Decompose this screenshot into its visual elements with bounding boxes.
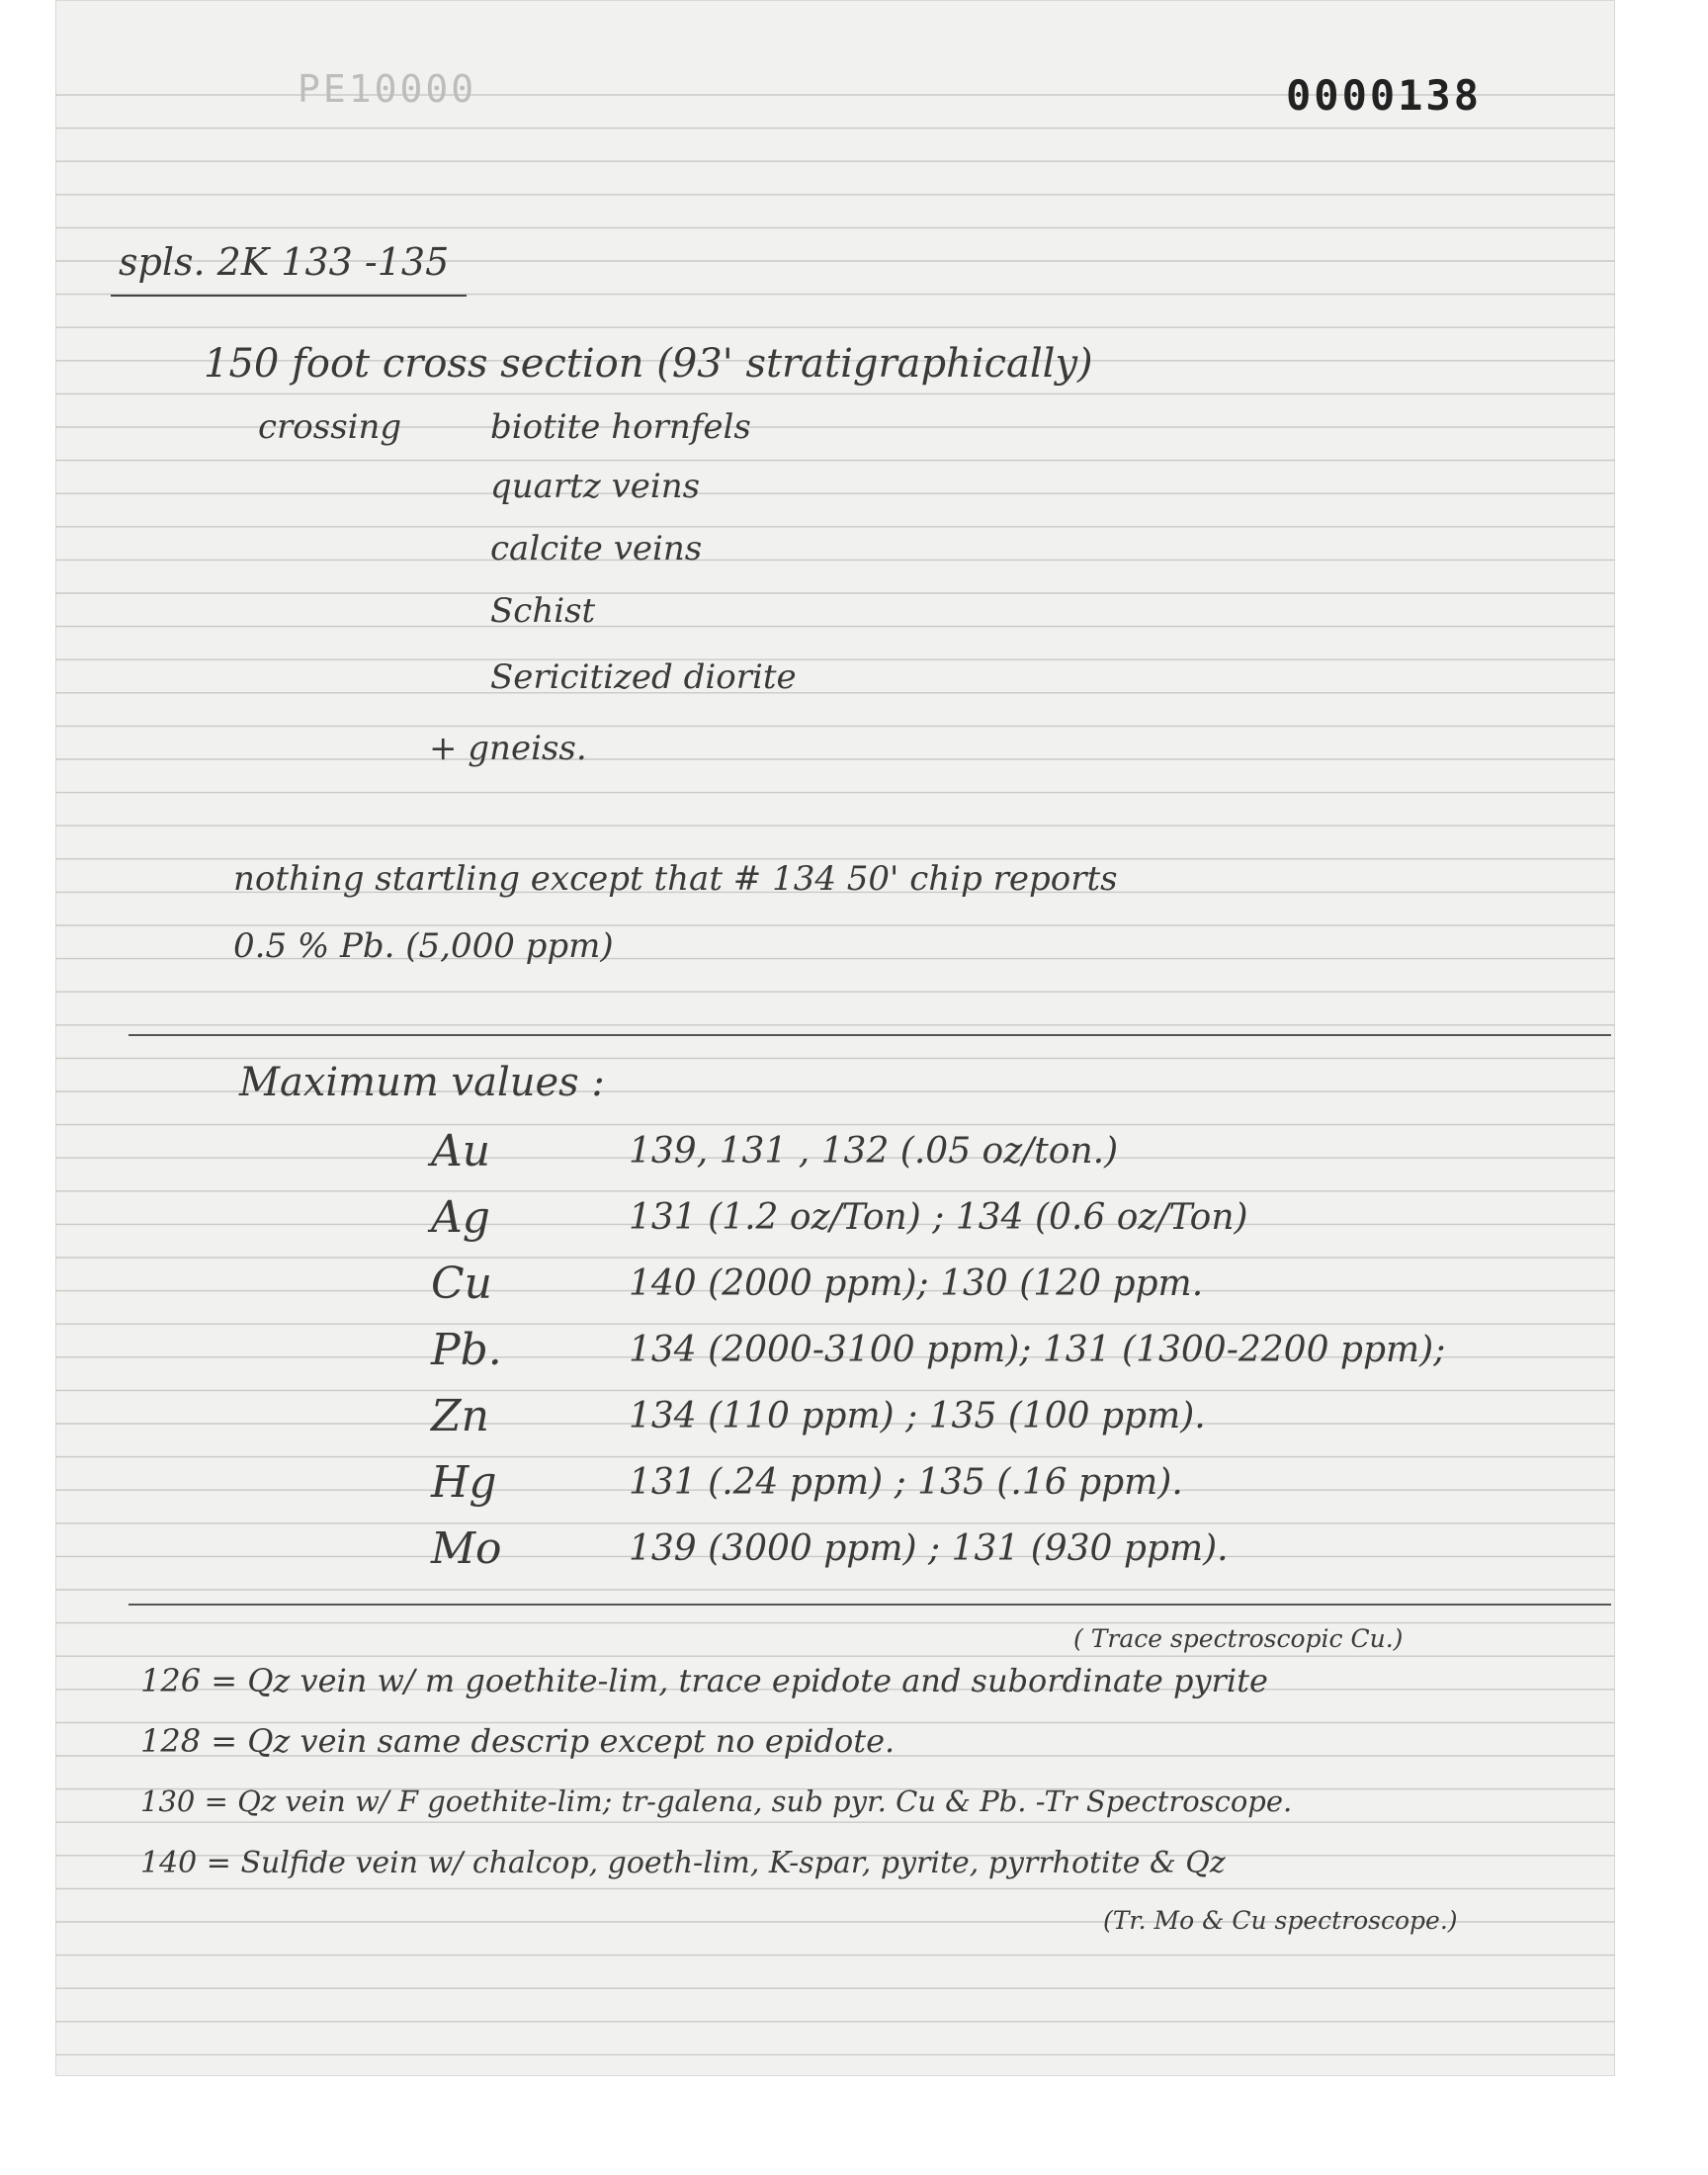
element-values: 131 (.24 ppm) ; 135 (.16 ppm).	[629, 1462, 1183, 1503]
element-values: 134 (110 ppm) ; 135 (100 ppm).	[629, 1396, 1206, 1436]
element-values: 134 (2000-3100 ppm); 131 (1300-2200 ppm);	[629, 1330, 1446, 1370]
element-values: 139, 131 , 132 (.05 oz/ton.)	[629, 1131, 1119, 1172]
element-symbol: Pb.	[431, 1325, 502, 1375]
element-values: 131 (1.2 oz/Ton) ; 134 (0.6 oz/Ton)	[629, 1197, 1248, 1238]
note-line: 126 = Qz vein w/ m goethite-lim, trace epidote and subordinate pyrite	[140, 1662, 1268, 1699]
element-symbol: Zn	[431, 1391, 489, 1441]
element-symbol: Ag	[431, 1192, 490, 1243]
note-annotation: (Tr. Mo & Cu spectroscope.)	[1103, 1906, 1458, 1935]
faint-stamp: PE10000	[298, 67, 477, 111]
max-values-heading: Maximum values :	[239, 1060, 605, 1105]
section-divider	[128, 1034, 1611, 1036]
note-line: 130 = Qz vein w/ F goethite-lim; tr-galena, sub pyr. Cu & Pb. -Tr Spectroscope.	[140, 1784, 1293, 1818]
element-symbol: Cu	[431, 1259, 493, 1309]
rock-item: calcite veins	[490, 529, 703, 568]
note-annotation: ( Trace spectroscopic Cu.)	[1073, 1624, 1404, 1653]
notebook-page	[55, 0, 1615, 2076]
element-values: 140 (2000 ppm); 130 (120 ppm.	[629, 1263, 1204, 1304]
section-description: 150 foot cross section (93' stratigraphically)	[204, 341, 1093, 387]
note-line: 140 = Sulfide vein w/ chalcop, goeth-lim, K-spar, pyrite, pyrrhotite & Qz	[140, 1846, 1226, 1880]
ruled-lines	[55, 0, 1615, 2076]
observation-line: nothing startling except that # 134 50' chip reports	[233, 859, 1118, 899]
rock-item: + gneiss.	[429, 729, 587, 768]
crossing-label: crossing	[258, 407, 402, 447]
samples-heading: spls. 2K 133 -135	[119, 240, 450, 284]
note-line: 128 = Qz vein same descrip except no epidote.	[140, 1722, 896, 1760]
rock-item: Sericitized diorite	[490, 657, 797, 697]
page-number-stamp: 0000138	[1286, 71, 1483, 120]
rock-item: quartz veins	[490, 467, 701, 506]
element-symbol: Au	[431, 1126, 491, 1176]
section-divider	[128, 1604, 1611, 1606]
rock-item: biotite hornfels	[490, 407, 751, 447]
heading-underline	[111, 295, 467, 297]
observation-line: 0.5 % Pb. (5,000 ppm)	[233, 926, 614, 966]
element-symbol: Mo	[431, 1523, 502, 1574]
rock-item: Schist	[490, 591, 596, 631]
element-symbol: Hg	[431, 1457, 497, 1508]
element-values: 139 (3000 ppm) ; 131 (930 ppm).	[629, 1528, 1229, 1569]
